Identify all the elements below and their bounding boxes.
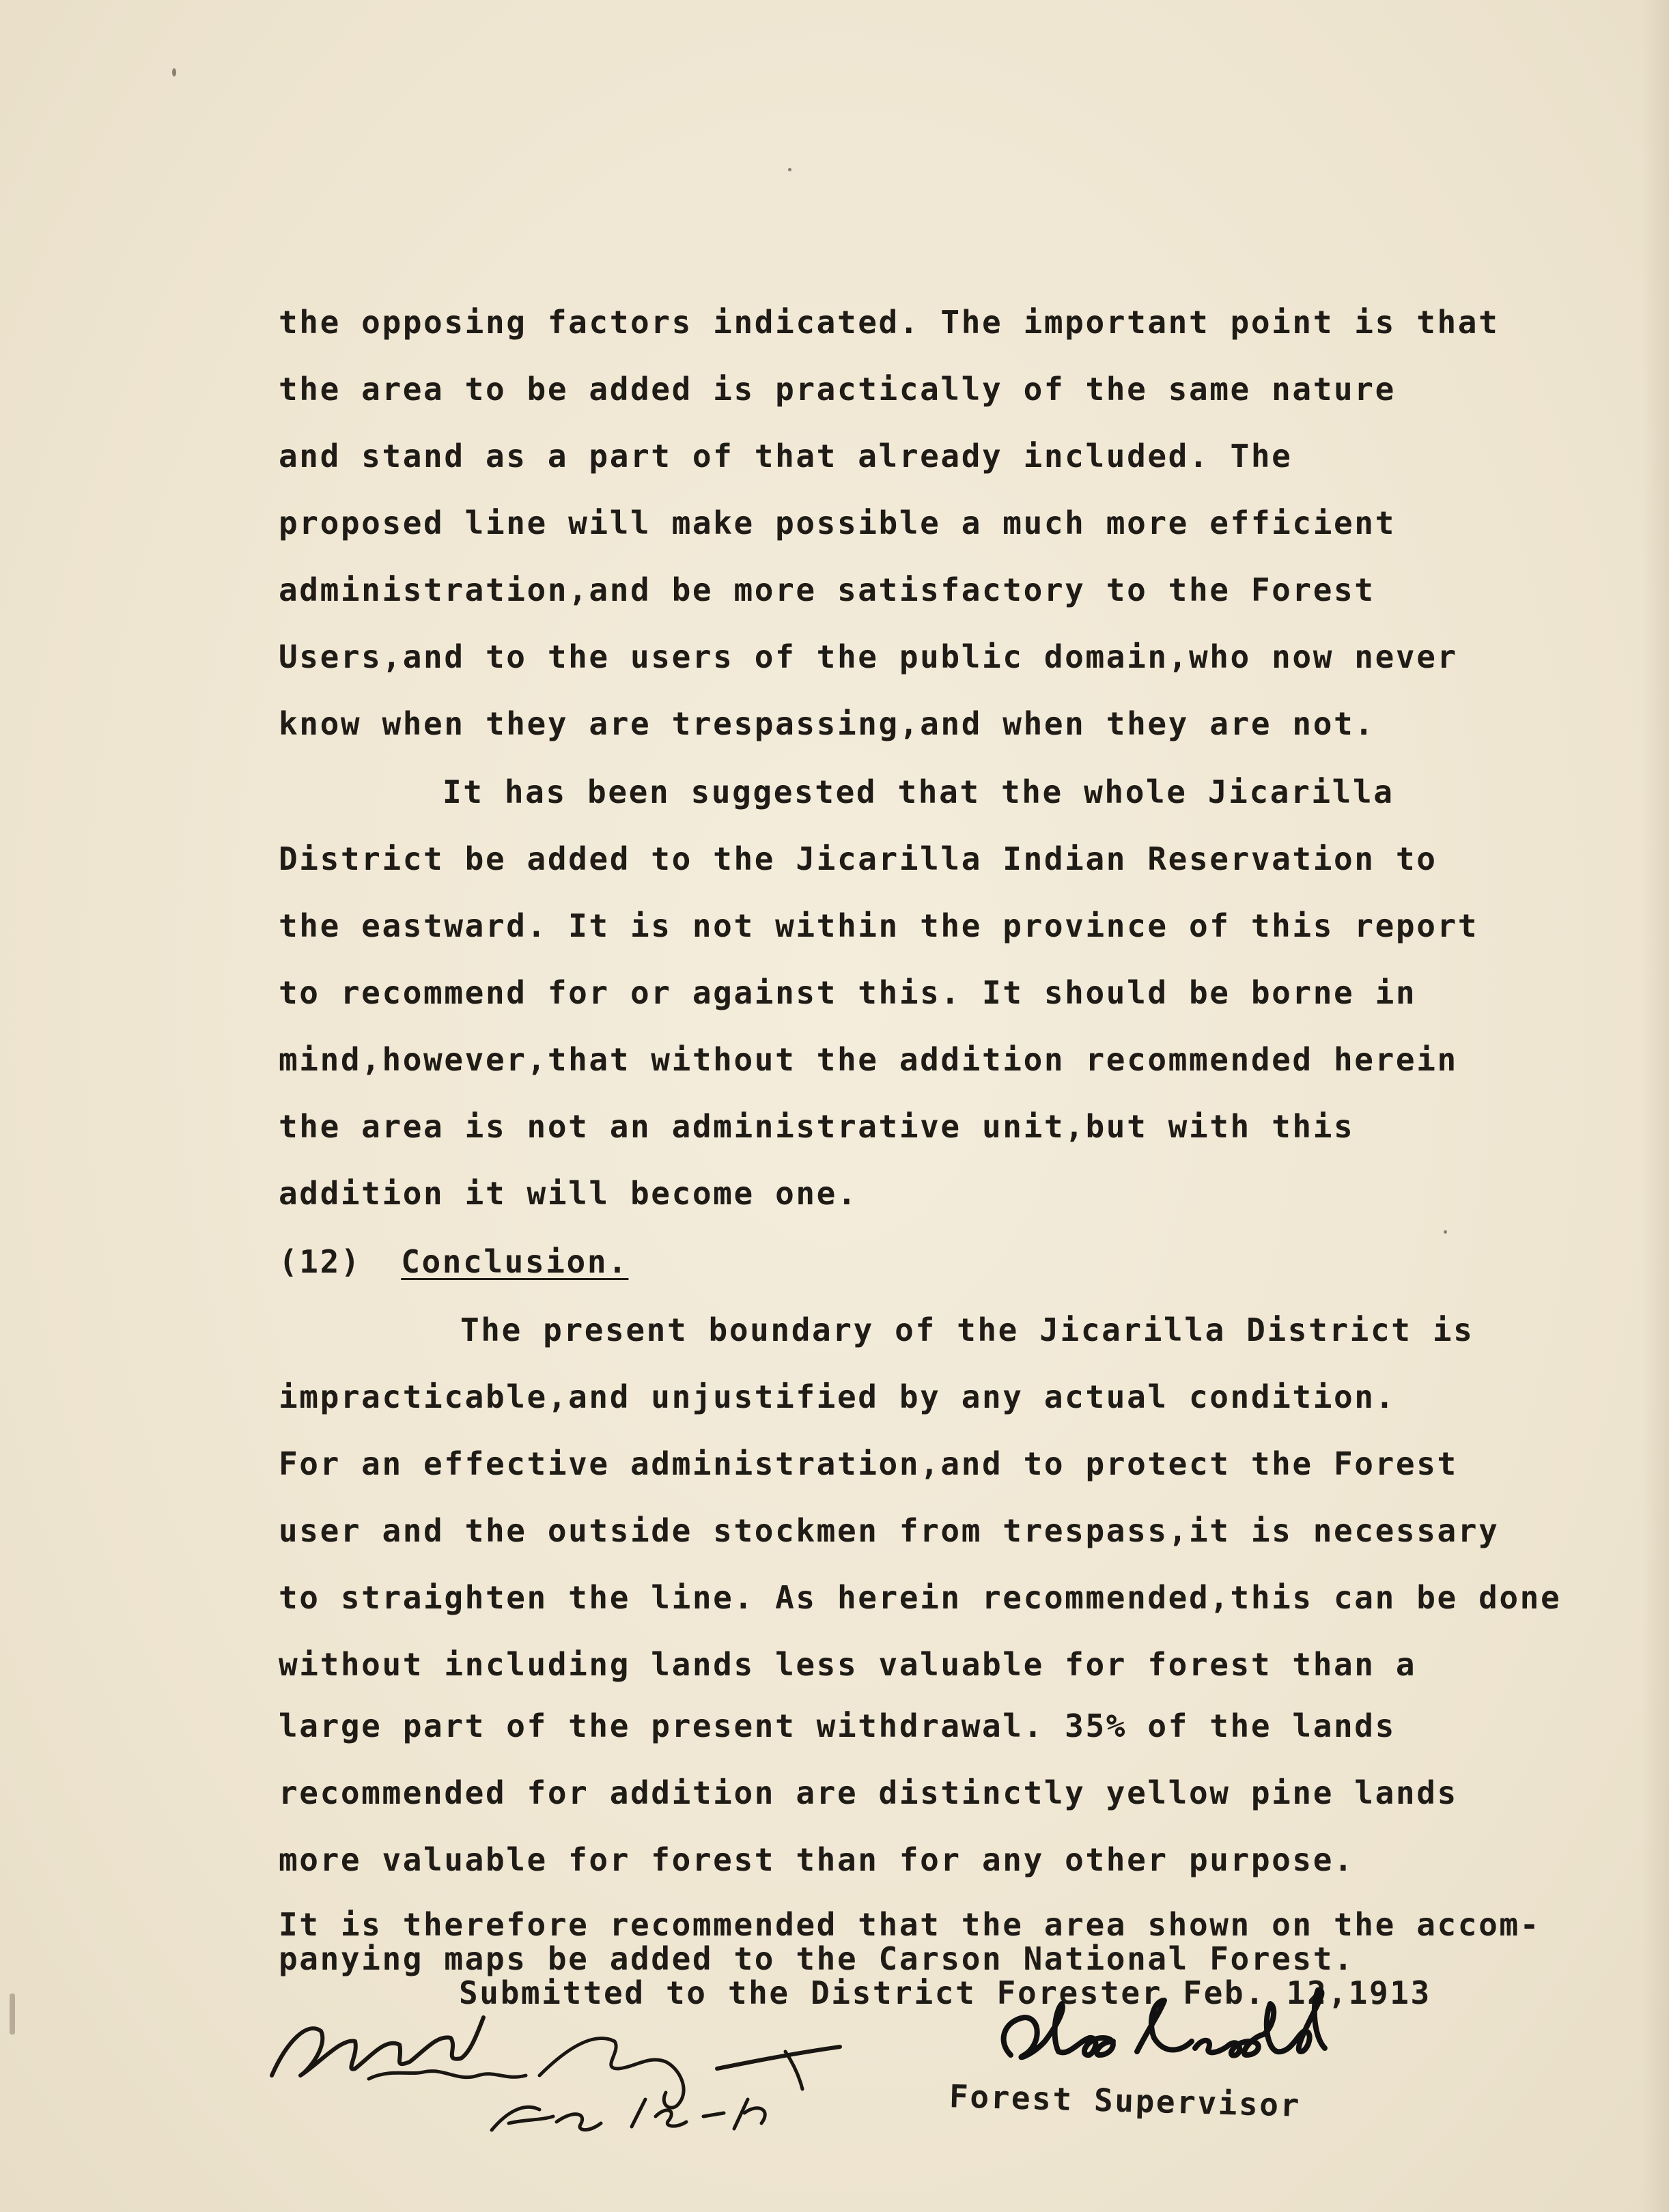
text-line: know when they are trespassing,and when they are not.: [279, 705, 1375, 742]
paper-mark: [172, 68, 176, 76]
text-line: to recommend for or against this. It should be borne in: [279, 974, 1417, 1011]
text-line: the eastward. It is not within the province of this report: [279, 907, 1479, 944]
text-line: more valuable for forest than for any other purpose.: [279, 1841, 1355, 1878]
text-line: District be added to the Jicarilla Indian Reservation to: [279, 840, 1437, 877]
page-edge-shadow: [1642, 0, 1669, 2212]
text-line: For an effective administration,and to protect the Forest: [279, 1445, 1458, 1482]
text-line: It has been suggested that the whole Jicarilla: [443, 774, 1394, 810]
text-line: recommended for addition are distinctly yellow pine lands: [279, 1774, 1458, 1811]
section-number: (12): [279, 1243, 362, 1280]
text-line: large part of the present withdrawal. 35% of the lands: [279, 1707, 1396, 1744]
text-line: Users,and to the users of the public domain,who now never: [279, 638, 1458, 675]
text-line: mind,however,that without the addition recommended herein: [279, 1041, 1458, 1078]
section-title: Conclusion.: [401, 1243, 629, 1280]
submitted-line: Submitted to the District Forester Feb. 12,1913: [459, 1974, 1431, 2011]
text-line: to straighten the line. As herein recommended,this can be done: [279, 1579, 1562, 1616]
paper-mark: [10, 1994, 15, 2034]
section-heading: [279, 1241, 628, 1282]
text-line: administration,and be more satisfactory to the Forest: [279, 571, 1375, 608]
text-line: and stand as a part of that already included. The: [279, 438, 1293, 474]
text-line: user and the outside stockmen from trespass,it is necessary: [279, 1512, 1500, 1549]
text-line: the area is not an administrative unit,but with this: [279, 1108, 1355, 1145]
text-line: the area to be added is practically of the same nature: [279, 371, 1396, 408]
paper-mark: [788, 168, 791, 171]
text-line: without including lands less valuable for forest than a: [279, 1646, 1417, 1683]
supervisor-title: Forest Supervisor: [949, 2078, 1302, 2124]
text-line: the opposing factors indicated. The important point is that: [279, 304, 1500, 341]
text-line: It is therefore recommended that the area shown on the accom-: [279, 1906, 1541, 1943]
text-line: impracticable,and unjustified by any actual condition.: [279, 1378, 1396, 1415]
text-line: The present boundary of the Jicarilla District is: [460, 1311, 1474, 1348]
text-line: proposed line will make possible a much more efficient: [279, 505, 1396, 541]
paper-mark: [1444, 1230, 1447, 1234]
text-line: panying maps be added to the Carson National Forest.: [279, 1940, 1355, 1977]
text-line: addition it will become one.: [279, 1175, 858, 1212]
